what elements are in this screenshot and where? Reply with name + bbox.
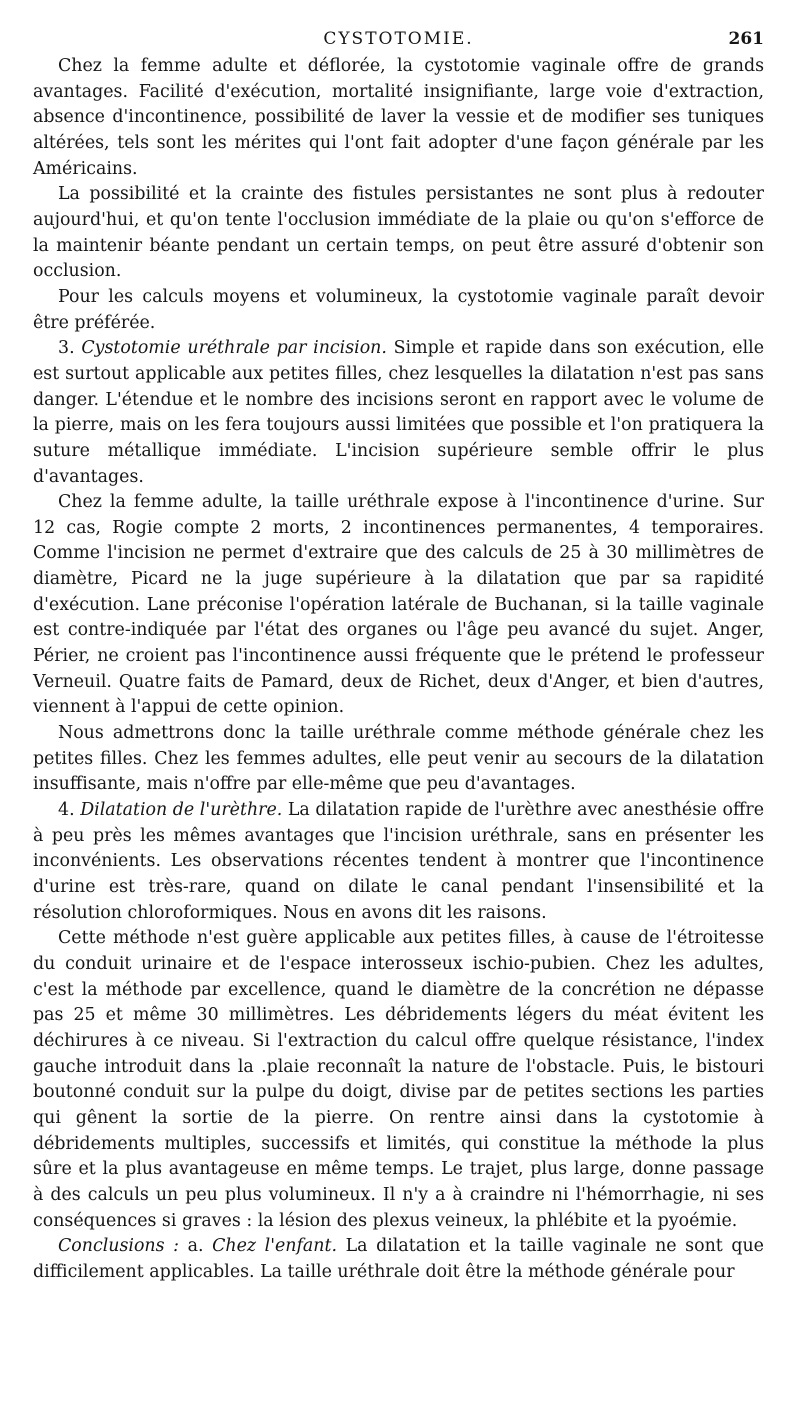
paragraph-text: Nous admettrons donc la taille uréthrale comme méthode générale chez les petites filles. Chez les femmes adultes, elle peut venir au secours de la dilatation insuffisante, mais n'offre par elle-même que peu d'avantages. <box>33 723 764 795</box>
paragraph-text: La dilatation et la taille vaginale ne sont que difficilement applicables. La taille uréthrale doit être la méthode générale pour <box>33 1236 764 1282</box>
paragraph-text: La possibilité et la crainte des fistules persistantes ne sont plus à redouter aujourd'hui, et qu'on tente l'occlusion immédiate de la plaie ou qu'on s'efforce de la maintenir béante pendant un certain temps, on peut être assuré d'obtenir son occlusion. <box>33 184 764 282</box>
paragraph-text: Pour les calculs moyens et volumineux, la cystotomie vaginale paraît devoir être préférée. <box>33 286 764 333</box>
paragraph-text: Chez la femme adulte et déflorée, la cystotomie vaginale offre de grands avantages. Facilité d'exécution, mortalité insignifiante, large voie d'extraction, absence d'incontinence, possibilité de laver la vessie et de modifier ses tuniques altérées, tels sont les mérites qui l'ont fait adopter d'une façon générale par les Américains. <box>33 56 764 179</box>
body-text <box>33 54 764 1286</box>
paragraph <box>33 490 764 721</box>
running-title: CYSTOTOMIE. <box>323 29 474 49</box>
paragraph-text: Simple et rapide dans son exécution, elle est surtout applicable aux petites filles, chez lesquelles la dilatation n'est pas sans danger. L'étendue et le nombre des incisions seront en rapport avec le volume de la pierre, mais on les fera toujours aussi limitées que possible et l'on pratiquera la suture métallique immédiate. L'incision supérieure semble offrir le plus d'avantages. <box>33 338 764 487</box>
paragraph <box>33 54 764 182</box>
running-header <box>33 26 764 52</box>
paragraph <box>33 285 764 336</box>
paragraph <box>33 798 764 926</box>
subsection-heading: Chez l'enfant. <box>212 1236 337 1257</box>
subsection-letter: a. <box>179 1236 213 1257</box>
paragraph <box>33 926 764 1234</box>
section-heading: Cystotomie uréthrale par incision. <box>81 338 387 359</box>
paragraph <box>33 721 764 798</box>
paragraph-text: Cette méthode n'est guère applicable aux petites filles, à cause de l'étroitesse du conduit urinaire et de l'espace interosseux ischio-pubien. Chez les adultes, c'est la méthode par excellence, quand le diamètre de la concrétion ne dépasse pas 25 et même 30 millimètres. Les débridements légers du méat évitent les déchirures à ce niveau. Si l'extraction du calcul offre quelque résistance, l'index gauche introduit dans la .plaie reconnaît la nature de l'obstacle. Puis, le bistouri boutonné conduit sur la pulpe du doigt, divise par de petites sections les parties qui gênent la sortie de la pierre. On rentre ainsi dans la cystotomie à débridements multiples, successifs et limités, qui constitue la méthode la plus sûre et la plus avantageuse en même temps. Le trajet, plus large, donne passage à des calculs un peu plus volumineux. Il n'y a à craindre ni l'hémorrhagie, ni ses conséquences si graves : la lésion des plexus veineux, la phlébite et la pyoémie. <box>33 928 764 1231</box>
page-number: 261 <box>728 29 764 49</box>
section-heading: Dilatation de l'urèthre. <box>80 800 283 821</box>
paragraph <box>33 182 764 285</box>
paragraph-text: Chez la femme adulte, la taille uréthrale expose à l'incontinence d'urine. Sur 12 cas, Rogie compte 2 morts, 2 incontinences permanentes, 4 temporaires. Comme l'incision ne permet d'extraire que des calculs de 25 à 30 millimètres de diamètre, Picard ne la juge supérieure à la dilatation que par sa rapidité d'exécution. Lane préconise l'opération latérale de Buchanan, si la taille vaginale est contre-indiquée par l'état des organes ou l'âge peu avancé du sujet. Anger, Périer, ne croient pas l'incontinence aussi fréquente que le prétend le professeur Verneuil. Quatre faits de Pamard, deux de Richet, deux d'Anger, et bien d'autres, viennent à l'appui de cette opinion. <box>33 492 764 718</box>
section-number: 4. <box>58 800 81 821</box>
paragraph <box>33 336 764 490</box>
paragraph <box>33 1234 764 1285</box>
paragraph-text: La dilatation rapide de l'urèthre avec anesthésie offre à peu près les mêmes avantages que l'incision uréthrale, sans en présenter les inconvénients. Les observations récentes tendent à montrer que l'incontinence d'urine est très-rare, quand on dilate le canal pendant l'insensibilité et la résolution chloroformiques. Nous en avons dit les raisons. <box>33 800 764 923</box>
conclusions-heading: Conclusions : <box>58 1236 180 1257</box>
section-number: 3. <box>58 338 82 359</box>
